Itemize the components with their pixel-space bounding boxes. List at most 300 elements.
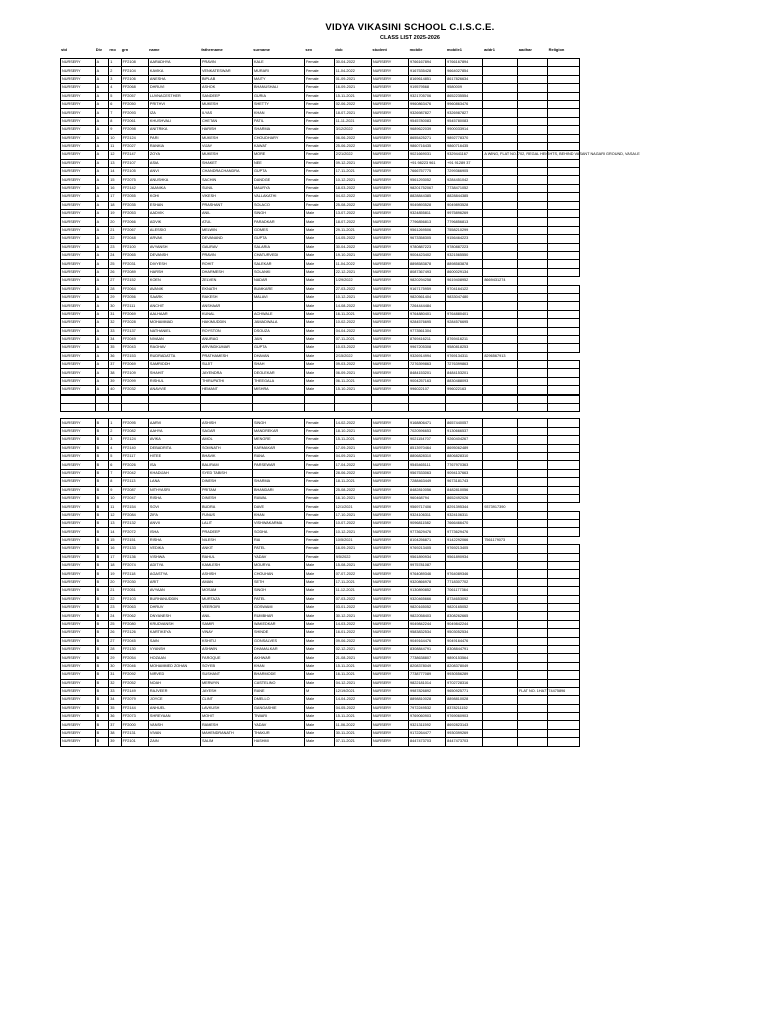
cell-sex: Female [304, 486, 334, 494]
cell-mobile1: 9561890934 [446, 553, 483, 561]
cell-aadhar [517, 361, 547, 369]
cell-div: B [95, 444, 109, 452]
cell-dob: 14-08-2022 [334, 302, 371, 310]
cell-mobile1 [446, 327, 483, 335]
cell-mobile1: 7061177364 [446, 587, 483, 595]
section-b-table [60, 418, 580, 746]
cell-grn: FF2153 [121, 352, 148, 360]
cell-rno: 11 [109, 142, 121, 150]
cell-std: NURSERY [61, 662, 96, 670]
cell-aadhar [517, 67, 547, 75]
column-header-mobile1: mobile1 [446, 47, 462, 52]
cell-rno: 17 [109, 553, 121, 561]
cell-fathername: MUKESH [200, 151, 252, 159]
cell-mobile1: 8695062489 [446, 444, 483, 452]
cell-std: NURSERY [61, 218, 96, 226]
cell-grn: FF2093 [121, 109, 148, 117]
cell-student: NURSERY [371, 201, 408, 209]
cell-fathername: AMOL [200, 436, 252, 444]
cell-dob: 11-04-2022 [334, 260, 371, 268]
cell-mobile: 8104256871 [409, 536, 446, 544]
cell-mobile: 9822181014 [409, 679, 446, 687]
cell-religion [547, 285, 579, 293]
cell-name: SHREYAAN [148, 713, 200, 721]
cell-student: NURSERY [371, 293, 408, 301]
cell-mobile1: 9324106311 [446, 511, 483, 519]
cell-addr1 [483, 361, 518, 369]
blank-row [61, 404, 580, 412]
cell-dob: 09-12-2021 [334, 159, 371, 167]
cell-surname: SHARMA [252, 126, 304, 134]
cell-std: NURSERY [61, 59, 96, 67]
cell-student: NURSERY [371, 444, 408, 452]
cell-rno: 6 [109, 100, 121, 108]
cell-sex: Male [304, 645, 334, 653]
cell-religion [547, 361, 579, 369]
cell-addr1 [483, 327, 518, 335]
cell-fathername: MELWIN [200, 226, 252, 234]
cell-student: NURSERY [371, 595, 408, 603]
cell-sex: Male [304, 369, 334, 377]
cell-religion [547, 721, 579, 729]
cell-div: B [95, 595, 109, 603]
cell-std: NURSERY [61, 377, 96, 385]
cell-sex: Female [304, 168, 334, 176]
cell-aadhar [517, 218, 547, 226]
column-header-religion: Religion [548, 47, 565, 52]
cell-sex: Male [304, 738, 334, 746]
cell-mobile: 8806828310 [409, 452, 446, 460]
cell-rno: 9 [109, 486, 121, 494]
cell-dob: 11-04-2022 [334, 67, 371, 75]
cell-fathername: ANSHAAR [200, 302, 252, 310]
cell-rno: 34 [109, 696, 121, 704]
cell-name: DHRUV [148, 604, 200, 612]
cell-addr1 [483, 528, 518, 536]
cell-sex: Female [304, 427, 334, 435]
column-header-dob: dob [335, 47, 343, 52]
cell-mobile1: 8769416211 [446, 335, 483, 343]
cell-mobile1: 7666466470 [446, 520, 483, 528]
cell-dob: 06-06-2022 [334, 134, 371, 142]
cell-std: NURSERY [61, 704, 96, 712]
cell-dob: 15-11-2021 [334, 92, 371, 100]
cell-div: B [95, 704, 109, 712]
cell-mobile: 9561890934 [409, 553, 446, 561]
cell-addr1 [483, 251, 518, 259]
cell-sex: Male [304, 671, 334, 679]
cell-aadhar [517, 620, 547, 628]
cell-surname: SOLANKI [252, 268, 304, 276]
cell-grn: FF2136 [121, 553, 148, 561]
cell-div: A [95, 235, 109, 243]
table-row [61, 109, 580, 117]
cell-aadhar [517, 126, 547, 134]
cell-dob: 25-06-2022 [334, 142, 371, 150]
cell-rno: 12 [109, 511, 121, 519]
cell-rno: 1 [109, 59, 121, 67]
cell-religion [547, 302, 579, 310]
cell-div: B [95, 637, 109, 645]
cell-mobile: 9567533063 [409, 469, 446, 477]
cell-student: NURSERY [371, 126, 408, 134]
cell-grn: FF2066 [121, 218, 148, 226]
cell-surname: DHAVAN [252, 352, 304, 360]
cell-student: NURSERY [371, 687, 408, 695]
cell-name: DEBADRITA [148, 444, 200, 452]
cell-student: NURSERY [371, 721, 408, 729]
cell-name: ALESSIO [148, 226, 200, 234]
cell-aadhar [517, 84, 547, 92]
cell-grn: FF2131 [121, 729, 148, 737]
cell-religion [547, 486, 579, 494]
cell-div: B [95, 503, 109, 511]
cell-student: NURSERY [371, 361, 408, 369]
cell-mobile: 960468794 [409, 494, 446, 502]
cell-rno: 28 [109, 645, 121, 653]
cell-std: NURSERY [61, 570, 96, 578]
blank-cell [109, 395, 121, 403]
cell-sex: Male [304, 310, 334, 318]
cell-aadhar [517, 243, 547, 251]
cell-aadhar [517, 386, 547, 394]
cell-addr1 [483, 235, 518, 243]
cell-student: NURSERY [371, 302, 408, 310]
cell-religion [547, 511, 579, 519]
cell-dob: 19-10-2021 [334, 251, 371, 259]
cell-div: B [95, 612, 109, 620]
cell-sex: Male [304, 570, 334, 578]
cell-mobile1: 8806828310 [446, 452, 483, 460]
cell-student: NURSERY [371, 109, 408, 117]
cell-grn: FF2101 [121, 738, 148, 746]
cell-div: A [95, 84, 109, 92]
cell-std: NURSERY [61, 729, 96, 737]
cell-mobile: 9167175959 [409, 285, 446, 293]
blank-cell [446, 404, 483, 412]
cell-grn: FF2092 [121, 671, 148, 679]
cell-student: NURSERY [371, 570, 408, 578]
cell-sex: Male [304, 327, 334, 335]
cell-std: NURSERY [61, 386, 96, 394]
cell-fathername: HARISH [200, 126, 252, 134]
cell-sex: Male [304, 235, 334, 243]
cell-std: NURSERY [61, 193, 96, 201]
cell-aadhar [517, 100, 547, 108]
cell-fathername: ROHIT [200, 260, 252, 268]
cell-grn: FF2089 [121, 268, 148, 276]
cell-std: NURSERY [61, 344, 96, 352]
blank-cell [334, 395, 371, 403]
cell-sex: Male [304, 637, 334, 645]
cell-dob: 16-11-2021 [334, 671, 371, 679]
cell-religion [547, 469, 579, 477]
cell-rno: 24 [109, 251, 121, 259]
cell-surname: HASHMI [252, 738, 304, 746]
cell-sex: Female [304, 134, 334, 142]
cell-aadhar [517, 117, 547, 125]
cell-rno: 39 [109, 377, 121, 385]
cell-dob: 07-11-2021 [334, 738, 371, 746]
cell-name: DIVYESH [148, 260, 200, 268]
cell-mobile1: 8484153201 [446, 369, 483, 377]
cell-name: KHUSHVALI [148, 117, 200, 125]
cell-std: NURSERY [61, 75, 96, 83]
cell-div: B [95, 536, 109, 544]
cell-student: NURSERY [371, 486, 408, 494]
cell-student: NURSERY [371, 729, 408, 737]
cell-addr1 [483, 293, 518, 301]
cell-fathername: ARVINDKUMAR [200, 344, 252, 352]
cell-mobile: 919579568 [409, 84, 446, 92]
table-row [61, 578, 580, 586]
cell-student: NURSERY [371, 151, 408, 159]
cell-student: NURSERY [371, 696, 408, 704]
cell-grn: FF2106 [121, 75, 148, 83]
cell-aadhar [517, 176, 547, 184]
cell-surname: PATEL [252, 595, 304, 603]
cell-aadhar [517, 545, 547, 553]
cell-mobile: 9167535428 [409, 67, 446, 75]
cell-std: NURSERY [61, 553, 96, 561]
cell-religion [547, 327, 579, 335]
cell-grn: FF2124 [121, 134, 148, 142]
table-row [61, 126, 580, 134]
cell-religion [547, 671, 579, 679]
table-row [61, 193, 580, 201]
cell-addr1 [483, 562, 518, 570]
cell-grn: FF2152 [121, 277, 148, 285]
cell-rno: 23 [109, 243, 121, 251]
cell-surname: SHINDE [252, 629, 304, 637]
cell-name: KHADIJAH [148, 469, 200, 477]
cell-surname: KAWAT [252, 142, 304, 150]
cell-student: NURSERY [371, 67, 408, 75]
cell-sex: Male [304, 704, 334, 712]
cell-mobile1: 9704164122 [446, 285, 483, 293]
blank-cell [483, 395, 518, 403]
blank-cell [95, 395, 109, 403]
cell-div: B [95, 604, 109, 612]
column-header-aadhar: aadhar [518, 47, 532, 52]
cell-addr1 [483, 713, 518, 721]
table-row [61, 729, 580, 737]
cell-dob: 10-07-2022 [334, 520, 371, 528]
cell-sex: Female [304, 494, 334, 502]
cell-div: A [95, 151, 109, 159]
cell-rno: 30 [109, 662, 121, 670]
cell-dob: 10-03-2022 [334, 344, 371, 352]
cell-std: NURSERY [61, 319, 96, 327]
cell-fathername: CLINT [200, 696, 252, 704]
cell-name: LUVNACESTHER [148, 92, 200, 100]
cell-addr1 [483, 687, 518, 695]
cell-student: NURSERY [371, 84, 408, 92]
cell-rno: 21 [109, 587, 121, 595]
table-row [61, 100, 580, 108]
cell-grn: FF2073 [121, 713, 148, 721]
cell-surname: KHAN [252, 511, 304, 519]
cell-grn: FF2069 [121, 361, 148, 369]
cell-student: NURSERY [371, 578, 408, 586]
cell-rno: 10 [109, 134, 121, 142]
cell-mobile1: 9900033914 [446, 126, 483, 134]
cell-surname: CHOUDHARY [252, 134, 304, 142]
cell-addr1 [483, 285, 518, 293]
cell-std: NURSERY [61, 645, 96, 653]
cell-surname: DAVE [252, 503, 304, 511]
cell-name: HARSH [148, 268, 200, 276]
cell-student: NURSERY [371, 134, 408, 142]
cell-sex: Male [304, 260, 334, 268]
cell-dob: 10-12-2021 [334, 528, 371, 536]
cell-name: RUDRADATTA [148, 352, 200, 360]
cell-surname: JAMADWALA [252, 319, 304, 327]
cell-grn: FF2117 [121, 452, 148, 460]
cell-dob: 15-10-2021 [334, 386, 371, 394]
cell-addr1 [483, 738, 518, 746]
cell-rno: 33 [109, 327, 121, 335]
cell-grn: FF2049 [121, 335, 148, 343]
cell-addr1 [483, 696, 518, 704]
cell-grn: FF2118 [121, 570, 148, 578]
cell-grn: FF2124 [121, 436, 148, 444]
blank-cell [61, 404, 96, 412]
cell-std: NURSERY [61, 713, 96, 721]
cell-religion [547, 452, 579, 460]
cell-div: A [95, 335, 109, 343]
cell-religion [547, 67, 579, 75]
cell-addr1 [483, 645, 518, 653]
cell-name: RAGHAV [148, 344, 200, 352]
cell-div: B [95, 520, 109, 528]
cell-div: A [95, 210, 109, 218]
table-row [61, 494, 580, 502]
cell-dob: 09-06-2022 [334, 637, 371, 645]
cell-student: NURSERY [371, 268, 408, 276]
cell-mobile1: 8830488093 [446, 377, 483, 385]
table-row [61, 210, 580, 218]
cell-aadhar [517, 679, 547, 687]
cell-addr1: 8296567913 [483, 352, 518, 360]
cell-student: NURSERY [371, 645, 408, 653]
table-row [61, 637, 580, 645]
cell-std: NURSERY [61, 268, 96, 276]
cell-addr1 [483, 637, 518, 645]
cell-std: NURSERY [61, 461, 96, 469]
cell-grn: FF2035 [121, 201, 148, 209]
cell-dob: 2/21/2022 [334, 151, 371, 159]
cell-aadhar [517, 595, 547, 603]
cell-name: JAANIKA [148, 184, 200, 192]
cell-mobile1: 7796856813 [446, 218, 483, 226]
cell-student: NURSERY [371, 713, 408, 721]
cell-std: NURSERY [61, 159, 96, 167]
cell-name: ISHA [148, 528, 200, 536]
cell-rno: 3 [109, 436, 121, 444]
cell-name: NITHYASRI [148, 486, 200, 494]
cell-mobile: 9764880401 [409, 310, 446, 318]
cell-sex: Female [304, 142, 334, 150]
blank-rows [60, 395, 580, 413]
cell-mobile: 9583832534 [409, 629, 446, 637]
cell-fathername: PRAVIN [200, 59, 252, 67]
cell-fathername: FUNUS [200, 511, 252, 519]
cell-fathername: HEMANT [200, 386, 252, 394]
cell-div: A [95, 361, 109, 369]
cell-addr1 [483, 377, 518, 385]
cell-mobile1 [446, 302, 483, 310]
cell-fathername: ASHOK [200, 84, 252, 92]
cell-dob: 09-03-2022 [334, 361, 371, 369]
cell-addr1 [483, 218, 518, 226]
cell-rno: 39 [109, 738, 121, 746]
blank-cell [371, 395, 408, 403]
cell-dob: 16-10-2021 [334, 494, 371, 502]
cell-name: IZA [148, 109, 200, 117]
cell-student: NURSERY [371, 469, 408, 477]
blank-cell [483, 404, 518, 412]
cell-fathername: KSHITIJ [200, 637, 252, 645]
cell-rno: 22 [109, 235, 121, 243]
cell-student: NURSERY [371, 235, 408, 243]
cell-mobile: 9049842244 [409, 620, 446, 628]
cell-rno: 14 [109, 528, 121, 536]
cell-aadhar [517, 419, 547, 427]
cell-rno: 33 [109, 687, 121, 695]
cell-addr1 [483, 335, 518, 343]
column-header-name: name [149, 47, 160, 52]
cell-sex: Male [304, 302, 334, 310]
cell-fathername: SOMNATH [200, 444, 252, 452]
cell-surname: PARSEWAR [252, 461, 304, 469]
table-row [61, 361, 580, 369]
cell-surname: NEE [252, 159, 304, 167]
cell-religion [547, 654, 579, 662]
cell-rno: 37 [109, 721, 121, 729]
cell-aadhar [517, 75, 547, 83]
cell-religion [547, 444, 579, 452]
cell-dob: 01-09-2021 [334, 75, 371, 83]
cell-surname: SHETTY [252, 100, 304, 108]
cell-grn: FF2062 [121, 612, 148, 620]
cell-religion [547, 201, 579, 209]
cell-addr1 [483, 612, 518, 620]
cell-mobile1: 8692823143 [446, 721, 483, 729]
cell-religion [547, 494, 579, 502]
cell-mobile: 9569717406 [409, 503, 446, 511]
table-row [61, 293, 580, 301]
cell-addr1 [483, 210, 518, 218]
cell-fathername: RAMESH [200, 721, 252, 729]
cell-std: NURSERY [61, 243, 96, 251]
table-row [61, 218, 580, 226]
cell-rno: 37 [109, 361, 121, 369]
cell-fathername: BALIRAM [200, 461, 252, 469]
cell-div: B [95, 721, 109, 729]
table-row [61, 478, 580, 486]
table-row [61, 562, 580, 570]
cell-fathername: KUNAL [200, 310, 252, 318]
cell-name: VANSH [148, 721, 200, 729]
cell-surname: GONSALVES [252, 637, 304, 645]
cell-name: ANCHIT [148, 302, 200, 310]
cell-grn: FF2026 [121, 461, 148, 469]
cell-dob: 14-05-2022 [334, 235, 371, 243]
cell-div: A [95, 75, 109, 83]
cell-rno: 3 [109, 75, 121, 83]
cell-rno: 20 [109, 578, 121, 586]
